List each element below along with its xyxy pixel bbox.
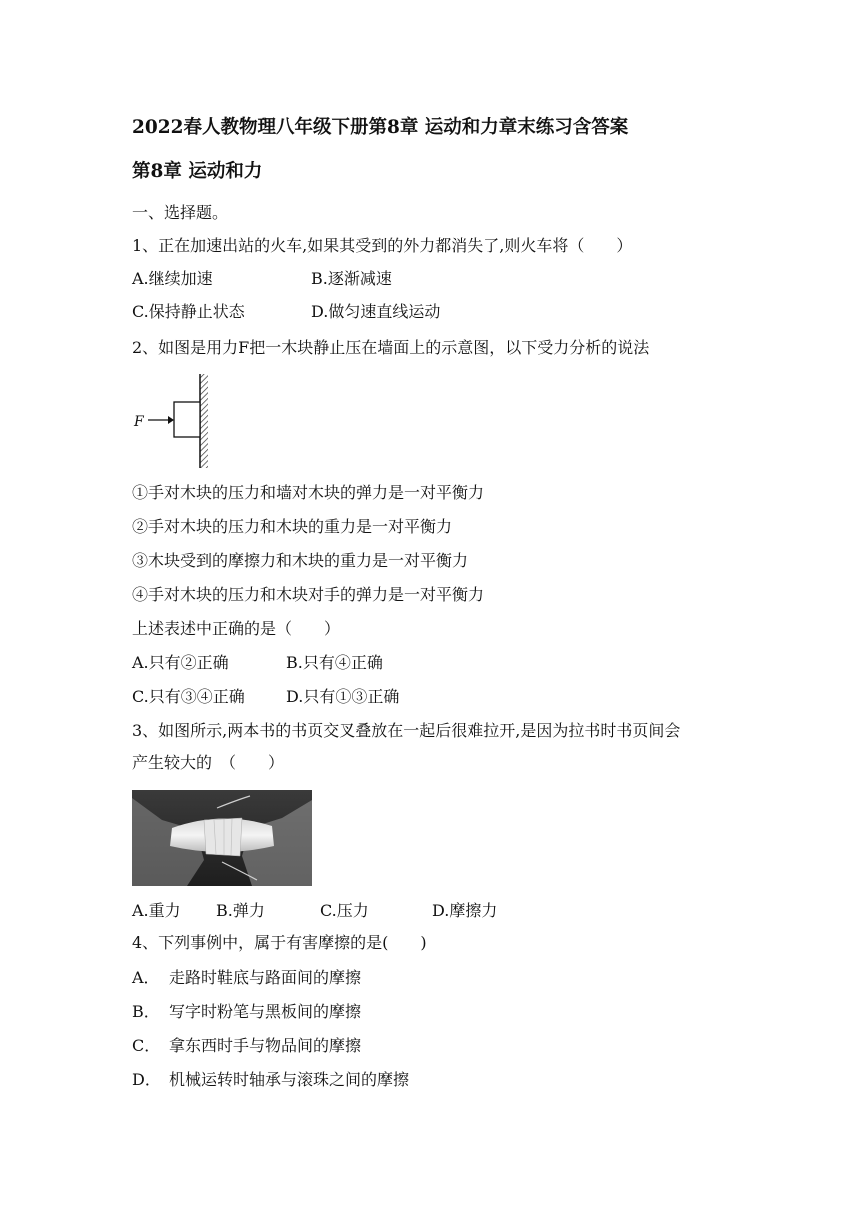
question-2-statement-2: ②手对木块的压力和木块的重力是一对平衡力 [132, 517, 453, 536]
wall-hatching [200, 374, 208, 468]
question-2-statement-1: ①手对木块的压力和墙对木块的弹力是一对平衡力 [132, 483, 485, 502]
question-2-statement-4: ④手对木块的压力和木块对手的弹力是一对平衡力 [132, 585, 485, 604]
question-2-ask: 上述表述中正确的是（ ） [132, 619, 341, 638]
question-2-statement-3: ③木块受到的摩擦力和木块的重力是一对平衡力 [132, 551, 469, 570]
question-1-option-b: B.逐渐减速 [311, 269, 392, 288]
wood-block [174, 402, 200, 437]
question-3-option-b: B.弹力 [216, 901, 265, 920]
question-4-option-b-key: B． [132, 1002, 160, 1021]
question-2-option-b: B.只有④正确 [286, 653, 383, 672]
question-1-option-d: D.做匀速直线运动 [311, 302, 441, 321]
question-4-option-c-key: C． [132, 1036, 161, 1055]
question-1-option-a: A.继续加速 [132, 269, 213, 288]
question-2-stem: 2、如图是用力F把一木块静止压在墙面上的示意图，以下受力分析的说法 [132, 338, 650, 357]
question-3-stem-line-2: 产生较大的 （ ） [132, 753, 285, 772]
question-4-option-a-key: A． [132, 968, 160, 987]
chapter-heading: 第8章 运动和力 [132, 161, 263, 182]
force-label: F [134, 414, 144, 430]
interleaved-books-photo [132, 790, 312, 886]
force-arrow-head [168, 416, 174, 424]
question-4-option-a: 走路时鞋底与路面间的摩擦 [169, 968, 362, 987]
section-heading: 一、选择题。 [132, 203, 229, 222]
question-4-option-b: 写字时粉笔与黑板间的摩擦 [169, 1002, 362, 1021]
question-3-option-c: C.压力 [320, 901, 369, 920]
question-2-option-a: A.只有②正确 [132, 653, 229, 672]
question-4-option-c: 拿东西时手与物品间的摩擦 [169, 1036, 362, 1055]
question-3-stem-line-1: 3、如图所示,两本书的书页交叉叠放在一起后很难拉开,是因为拉书时书页间会 [132, 721, 681, 740]
question-4-stem: 4、下列事例中，属于有害摩擦的是( ) [132, 933, 427, 952]
question-1-option-c: C.保持静止状态 [132, 302, 245, 321]
question-2-option-c: C.只有③④正确 [132, 687, 245, 706]
question-3-option-a: A.重力 [132, 901, 181, 920]
question-3-option-d: D.摩擦力 [432, 901, 498, 920]
document-title: 2022春人教物理八年级下册第8章 运动和力章末练习含答案 [132, 117, 629, 138]
question-4-option-d: 机械运转时轴承与滚珠之间的摩擦 [169, 1070, 410, 1089]
question-4-option-d-key: D． [132, 1070, 161, 1089]
books-overlap [204, 818, 242, 856]
force-on-block-figure [132, 372, 222, 470]
question-2-option-d: D.只有①③正确 [286, 687, 400, 706]
question-1-stem: 1、正在加速出站的火车,如果其受到的外力都消失了,则火车将（ ） [132, 236, 633, 255]
